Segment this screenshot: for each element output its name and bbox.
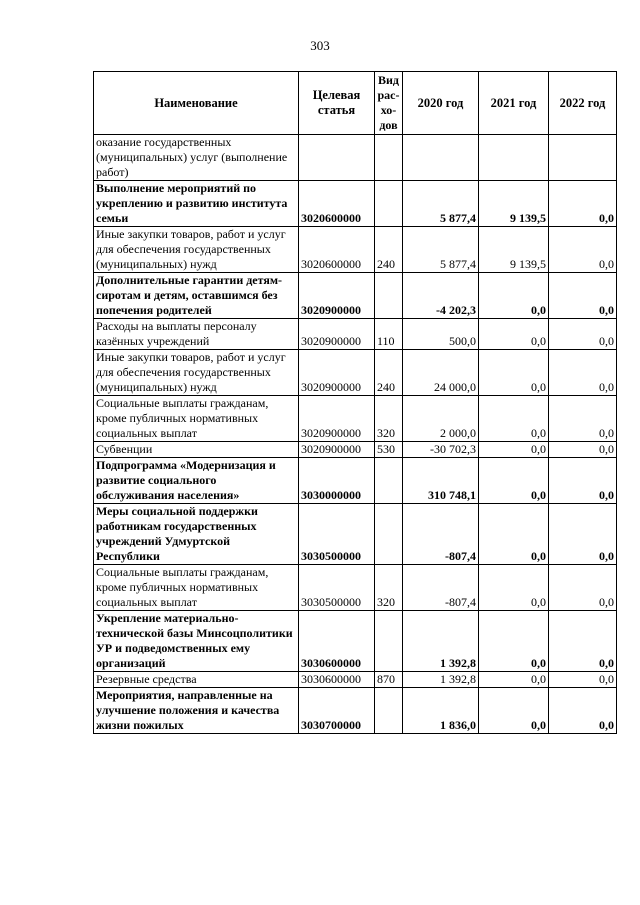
header-2020: 2020 год xyxy=(403,72,479,135)
row-2021-value-cell: 0,0 xyxy=(479,273,549,319)
row-2020-value-cell: 5 877,4 xyxy=(403,227,479,273)
row-target-code-cell: 3030500000 xyxy=(299,565,375,611)
row-2020-value-cell: -30 702,3 xyxy=(403,442,479,458)
row-name-cell: Укрепление материально-технической базы Минсоцполитики УР и подведомственных ему организаций xyxy=(94,611,299,672)
table-header-row xyxy=(94,72,617,135)
header-2021: 2021 год xyxy=(479,72,549,135)
row-target-code-cell: 3030000000 xyxy=(299,458,375,504)
row-2021-value-cell: 9 139,5 xyxy=(479,181,549,227)
row-name-cell: Субвенции xyxy=(94,442,299,458)
table-row xyxy=(94,688,617,734)
table-row xyxy=(94,504,617,565)
table-row xyxy=(94,135,617,181)
row-target-code-cell: 3020600000 xyxy=(299,227,375,273)
row-expense-type-cell: 320 xyxy=(375,565,403,611)
row-2022-value-cell: 0,0 xyxy=(549,273,617,319)
row-name-cell: оказание государственных (муниципальных) услуг (выполнение работ) xyxy=(94,135,299,181)
row-expense-type-cell: 240 xyxy=(375,350,403,396)
row-2020-value-cell: 1 392,8 xyxy=(403,611,479,672)
header-2022: 2022 год xyxy=(549,72,617,135)
row-expense-type-cell xyxy=(375,181,403,227)
row-2020-value-cell: -4 202,3 xyxy=(403,273,479,319)
row-expense-type-cell xyxy=(375,611,403,672)
row-2020-value-cell: 2 000,0 xyxy=(403,396,479,442)
table-row xyxy=(94,319,617,350)
row-2022-value-cell: 0,0 xyxy=(549,227,617,273)
row-expense-type-cell xyxy=(375,504,403,565)
table-row xyxy=(94,442,617,458)
row-expense-type-cell xyxy=(375,458,403,504)
header-name: Наименование xyxy=(94,72,299,135)
table-row xyxy=(94,273,617,319)
row-2020-value-cell: 24 000,0 xyxy=(403,350,479,396)
row-target-code-cell: 3030600000 xyxy=(299,611,375,672)
row-2022-value-cell xyxy=(549,135,617,181)
row-name-cell: Резервные средства xyxy=(94,672,299,688)
row-2021-value-cell: 0,0 xyxy=(479,611,549,672)
row-2020-value-cell: 5 877,4 xyxy=(403,181,479,227)
header-target: Целевая статья xyxy=(299,72,375,135)
row-expense-type-cell xyxy=(375,273,403,319)
row-2022-value-cell: 0,0 xyxy=(549,319,617,350)
row-2022-value-cell: 0,0 xyxy=(549,458,617,504)
row-name-cell: Выполнение мероприятий по укреплению и развитию института семьи xyxy=(94,181,299,227)
row-2020-value-cell: 1 836,0 xyxy=(403,688,479,734)
row-2022-value-cell: 0,0 xyxy=(549,688,617,734)
row-2021-value-cell: 0,0 xyxy=(479,565,549,611)
row-target-code-cell: 3030500000 xyxy=(299,504,375,565)
row-2021-value-cell: 0,0 xyxy=(479,319,549,350)
row-expense-type-cell: 240 xyxy=(375,227,403,273)
row-expense-type-cell: 110 xyxy=(375,319,403,350)
row-2021-value-cell: 0,0 xyxy=(479,350,549,396)
row-name-cell: Иные закупки товаров, работ и услуг для обеспечения государственных (муниципальных) нужд xyxy=(94,350,299,396)
row-name-cell: Подпрограмма «Модернизация и развитие социального обслуживания населения» xyxy=(94,458,299,504)
row-2020-value-cell: 310 748,1 xyxy=(403,458,479,504)
row-2020-value-cell xyxy=(403,135,479,181)
table-row xyxy=(94,458,617,504)
row-target-code-cell: 3030600000 xyxy=(299,672,375,688)
row-2022-value-cell: 0,0 xyxy=(549,611,617,672)
row-2022-value-cell: 0,0 xyxy=(549,442,617,458)
row-2021-value-cell xyxy=(479,135,549,181)
row-2022-value-cell: 0,0 xyxy=(549,504,617,565)
row-target-code-cell: 3020900000 xyxy=(299,273,375,319)
row-target-code-cell: 3020900000 xyxy=(299,442,375,458)
row-target-code-cell xyxy=(299,135,375,181)
row-expense-type-cell: 870 xyxy=(375,672,403,688)
row-2020-value-cell: -807,4 xyxy=(403,504,479,565)
row-target-code-cell: 3020900000 xyxy=(299,396,375,442)
row-2022-value-cell: 0,0 xyxy=(549,396,617,442)
table-row xyxy=(94,181,617,227)
header-vr: Вид рас-хо-дов xyxy=(375,72,403,135)
row-2021-value-cell: 0,0 xyxy=(479,442,549,458)
row-expense-type-cell: 320 xyxy=(375,396,403,442)
row-name-cell: Меры социальной поддержки работникам государственных учреждений Удмуртской Республики xyxy=(94,504,299,565)
row-target-code-cell: 3020900000 xyxy=(299,350,375,396)
row-target-code-cell: 3030700000 xyxy=(299,688,375,734)
row-name-cell: Дополнительные гарантии детям-сиротам и детям, оставшимся без попечения родителей xyxy=(94,273,299,319)
budget-table xyxy=(93,71,617,734)
row-expense-type-cell: 530 xyxy=(375,442,403,458)
row-name-cell: Расходы на выплаты персоналу казённых учреждений xyxy=(94,319,299,350)
row-expense-type-cell xyxy=(375,688,403,734)
table-row xyxy=(94,611,617,672)
row-2021-value-cell: 0,0 xyxy=(479,458,549,504)
row-2021-value-cell: 9 139,5 xyxy=(479,227,549,273)
table-row xyxy=(94,350,617,396)
row-2022-value-cell: 0,0 xyxy=(549,565,617,611)
row-2021-value-cell: 0,0 xyxy=(479,504,549,565)
row-2021-value-cell: 0,0 xyxy=(479,688,549,734)
row-2022-value-cell: 0,0 xyxy=(549,350,617,396)
row-2021-value-cell: 0,0 xyxy=(479,672,549,688)
row-name-cell: Социальные выплаты гражданам, кроме публичных нормативных социальных выплат xyxy=(94,396,299,442)
table-row xyxy=(94,672,617,688)
row-name-cell: Социальные выплаты гражданам, кроме публичных нормативных социальных выплат xyxy=(94,565,299,611)
row-2020-value-cell: 1 392,8 xyxy=(403,672,479,688)
row-name-cell: Мероприятия, направленные на улучшение положения и качества жизни пожилых xyxy=(94,688,299,734)
row-2020-value-cell: -807,4 xyxy=(403,565,479,611)
row-expense-type-cell xyxy=(375,135,403,181)
table-row xyxy=(94,396,617,442)
row-2022-value-cell: 0,0 xyxy=(549,181,617,227)
row-name-cell: Иные закупки товаров, работ и услуг для обеспечения государственных (муниципальных) нужд xyxy=(94,227,299,273)
table-row xyxy=(94,565,617,611)
row-target-code-cell: 3020600000 xyxy=(299,181,375,227)
page-number: 303 xyxy=(310,38,330,53)
row-2020-value-cell: 500,0 xyxy=(403,319,479,350)
table-row xyxy=(94,227,617,273)
row-target-code-cell: 3020900000 xyxy=(299,319,375,350)
row-2021-value-cell: 0,0 xyxy=(479,396,549,442)
row-2022-value-cell: 0,0 xyxy=(549,672,617,688)
